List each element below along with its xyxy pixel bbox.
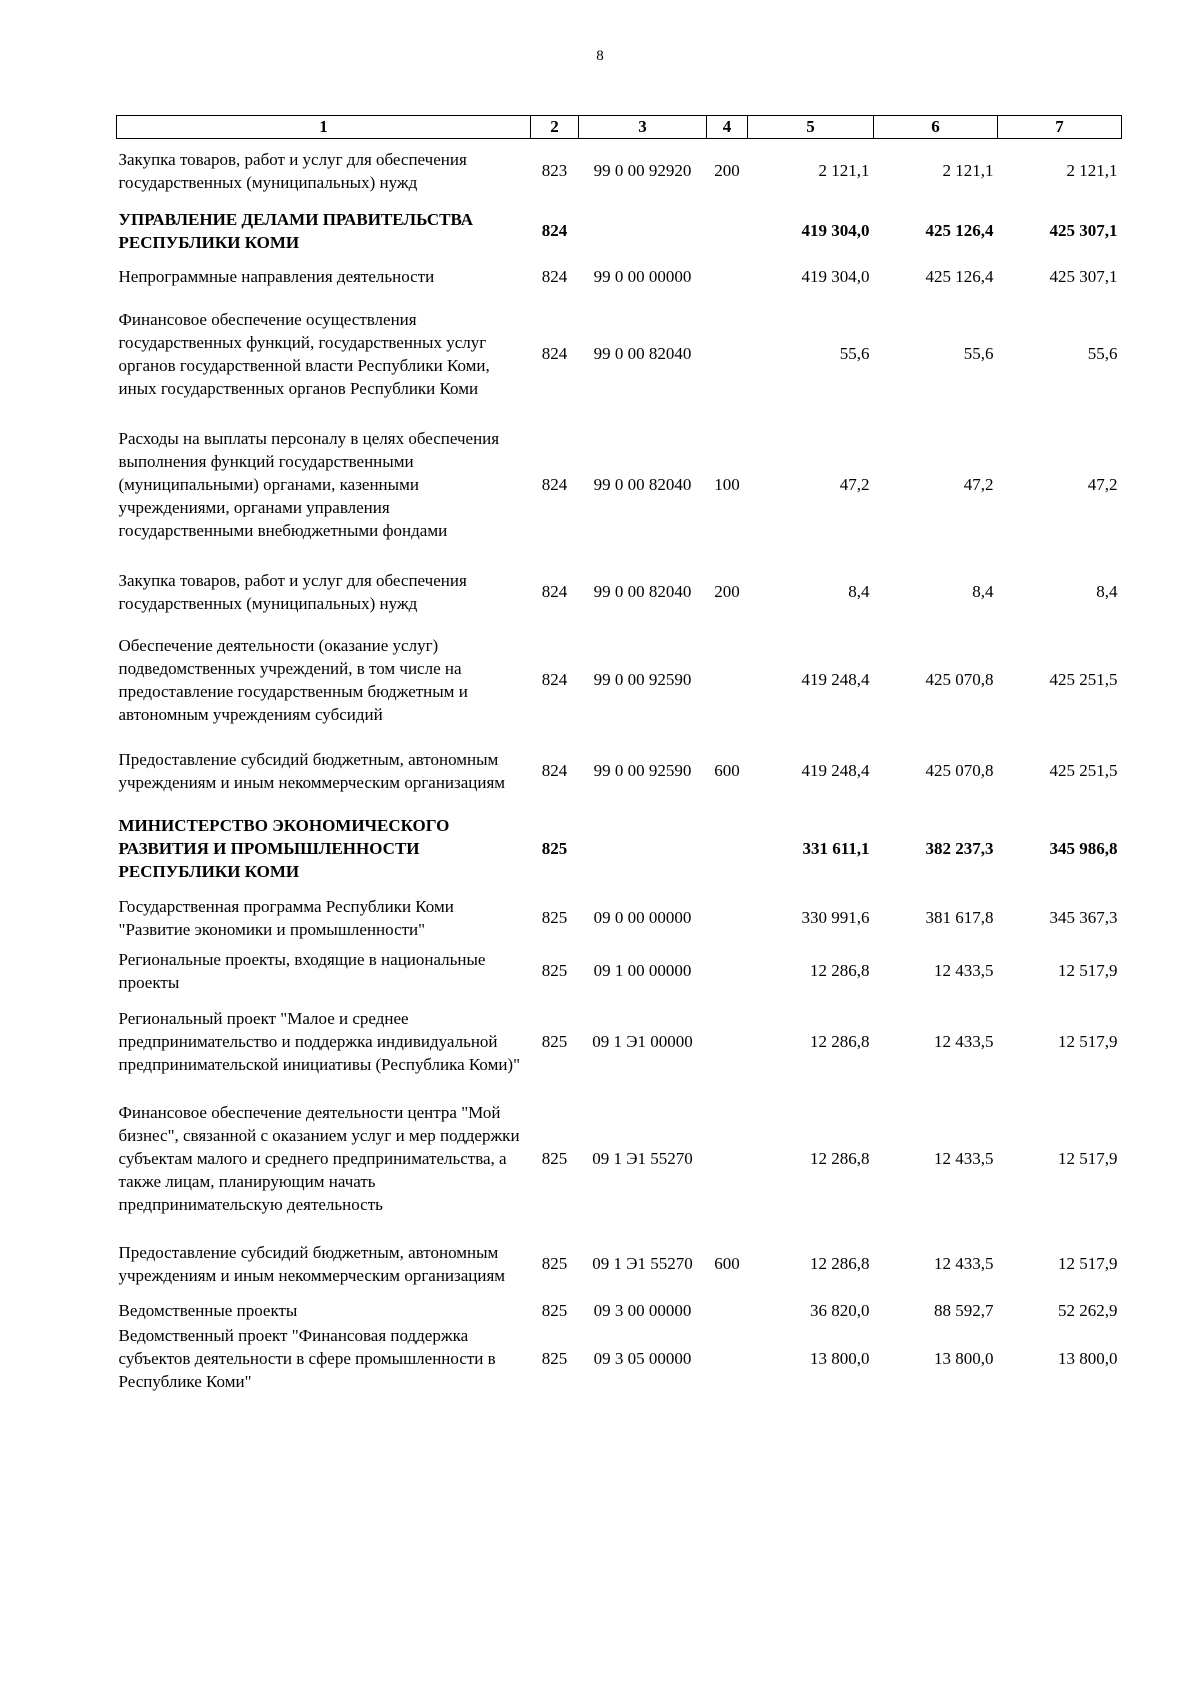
row-org-code: 825	[541, 961, 568, 980]
row-expense-type	[707, 259, 748, 295]
row-value-year1: 47,2	[839, 475, 870, 494]
row-value-year3: 2 121,1	[1066, 161, 1118, 181]
row-name: Расходы на выплаты персоналу в целях обеспечения выполнения функций государственными (муниципальными) органами, казенными учреждениями, органами управления государственными внебюджетными фондами	[118, 429, 500, 540]
row-value-year1: 12 286,8	[810, 1254, 870, 1273]
row-value-year2: 55,6	[963, 344, 994, 363]
row-value-year1: 8,4	[848, 582, 870, 601]
table-row	[117, 139, 1122, 203]
table-row	[117, 413, 1122, 557]
row-org-code: 824	[541, 344, 568, 363]
row-target-code: 09 1 00 00000	[593, 961, 692, 980]
budget-table	[116, 115, 1122, 1395]
row-expense-type: 200	[714, 161, 740, 181]
row-value-year2: 381 617,8	[925, 908, 994, 927]
row-name: Предоставление субсидий бюджетным, автономным учреждениям и иным некоммерческим организациям	[118, 749, 506, 792]
row-target-code: 99 0 00 82040	[593, 344, 692, 363]
row-value-year1: 419 304,0	[801, 221, 870, 240]
table-row	[117, 809, 1122, 889]
row-value-year2: 12 433,5	[934, 961, 994, 980]
row-target-code: 09 1 Э1 55270	[592, 1149, 693, 1168]
row-expense-type	[707, 1323, 748, 1395]
table-row	[117, 1323, 1122, 1395]
row-value-year2: 8,4	[972, 582, 994, 601]
table-row	[117, 889, 1122, 947]
row-value-year2: 425 126,4	[925, 267, 994, 286]
row-org-code: 825	[541, 1149, 568, 1168]
row-expense-type: 600	[714, 761, 740, 780]
row-org-code: 824	[541, 761, 568, 780]
row-name: Государственная программа Республики Коми "Развитие экономики и промышленности"	[118, 896, 454, 939]
row-name: Закупка товаров, работ и услуг для обеспечения государственных (муниципальных) нужд	[118, 149, 467, 192]
row-name: УПРАВЛЕНИЕ ДЕЛАМИ ПРАВИТЕЛЬСТВА РЕСПУБЛИКИ КОМИ	[118, 209, 474, 252]
column-header: 1	[117, 116, 531, 139]
row-expense-type: 200	[714, 582, 740, 601]
row-value-year2: 12 433,5	[934, 1254, 994, 1273]
row-value-year3: 425 251,5	[1049, 670, 1118, 689]
table-row	[117, 733, 1122, 809]
row-value-year2: 13 800,0	[934, 1349, 994, 1368]
column-header: 7	[998, 116, 1122, 139]
row-value-year3: 425 251,5	[1049, 761, 1118, 780]
table-row	[117, 203, 1122, 259]
row-org-code: 825	[541, 1254, 568, 1273]
row-value-year2: 47,2	[963, 475, 994, 494]
row-expense-type: 100	[714, 475, 740, 494]
row-expense-type	[707, 1299, 748, 1323]
row-target-code: 99 0 00 92590	[593, 761, 692, 780]
row-org-code: 825	[541, 1301, 568, 1320]
row-value-year3: 12 517,9	[1058, 1149, 1118, 1168]
row-expense-type	[707, 203, 748, 259]
row-value-year3: 13 800,0	[1058, 1349, 1118, 1368]
row-name: Региональный проект "Малое и среднее предпринимательство и поддержка индивидуальной предпринимательской инициативы (Республика Коми)"	[118, 1009, 521, 1074]
row-value-year3: 12 517,9	[1058, 1032, 1118, 1051]
row-name: Ведомственные проекты	[118, 1301, 298, 1320]
row-target-code: 09 3 00 00000	[593, 1301, 692, 1320]
table-body	[117, 139, 1122, 1395]
table-row	[117, 1089, 1122, 1229]
row-value-year3: 47,2	[1087, 475, 1118, 494]
row-value-year2: 425 070,8	[925, 761, 994, 780]
row-value-year3: 425 307,1	[1049, 267, 1118, 286]
row-value-year2: 425 126,4	[925, 221, 994, 240]
row-value-year3: 12 517,9	[1058, 961, 1118, 980]
row-value-year1: 331 611,1	[802, 839, 870, 858]
row-value-year1: 12 286,8	[810, 1149, 870, 1168]
row-org-code: 825	[541, 1349, 568, 1368]
row-value-year2: 12 433,5	[934, 1032, 994, 1051]
row-org-code: 823	[541, 161, 568, 181]
row-org-code: 825	[541, 1032, 568, 1051]
row-target-code: 99 0 00 82040	[593, 475, 692, 494]
row-org-code: 825	[541, 908, 568, 927]
row-value-year2: 2 121,1	[942, 161, 994, 181]
row-value-year3: 12 517,9	[1058, 1254, 1118, 1273]
row-value-year2: 425 070,8	[925, 670, 994, 689]
row-value-year1: 55,6	[839, 344, 870, 363]
row-value-year1: 2 121,1	[818, 161, 870, 181]
row-name: Финансовое обеспечение деятельности центра "Мой бизнес", связанной с оказанием услуг и мер поддержки субъектам малого и среднего предпринимательства, а также лицам, планирующим начать предпринимательскую деятельность	[118, 1103, 520, 1214]
row-expense-type	[707, 947, 748, 995]
table-row	[117, 295, 1122, 413]
row-target-code: 09 0 00 00000	[593, 908, 692, 927]
row-value-year3: 52 262,9	[1058, 1301, 1118, 1320]
row-expense-type: 600	[714, 1254, 740, 1273]
row-name: Предоставление субсидий бюджетным, автономным учреждениям и иным некоммерческим организациям	[118, 1242, 506, 1285]
row-target-code: 99 0 00 00000	[593, 267, 692, 286]
row-value-year1: 419 248,4	[801, 761, 870, 780]
row-expense-type	[707, 627, 748, 733]
table-row	[117, 947, 1122, 995]
column-header: 6	[874, 116, 998, 139]
row-expense-type	[707, 295, 748, 413]
column-header: 4	[707, 116, 748, 139]
table-row	[117, 557, 1122, 627]
table-row	[117, 1229, 1122, 1299]
row-target-code: 09 3 05 00000	[593, 1349, 692, 1368]
row-target-code: 09 1 Э1 00000	[592, 1032, 693, 1051]
row-value-year2: 12 433,5	[934, 1149, 994, 1168]
row-value-year3: 345 367,3	[1049, 908, 1118, 927]
row-target-code	[579, 203, 707, 259]
row-target-code: 99 0 00 92920	[593, 161, 692, 181]
row-expense-type	[707, 889, 748, 947]
row-org-code: 824	[541, 582, 568, 601]
row-name: Региональные проекты, входящие в национальные проекты	[118, 949, 486, 992]
row-target-code	[579, 809, 707, 889]
row-value-year2: 382 237,3	[925, 839, 994, 858]
row-value-year1: 419 248,4	[801, 670, 870, 689]
column-header: 2	[531, 116, 579, 139]
row-org-code: 824	[541, 267, 568, 286]
row-name: МИНИСТЕРСТВО ЭКОНОМИЧЕСКОГО РАЗВИТИЯ И ПРОМЫШЛЕННОСТИ РЕСПУБЛИКИ КОМИ	[118, 816, 450, 881]
column-header: 3	[579, 116, 707, 139]
row-value-year1: 419 304,0	[801, 267, 870, 286]
page-number: 8	[596, 48, 604, 64]
row-value-year1: 36 820,0	[810, 1301, 870, 1320]
row-expense-type	[707, 809, 748, 889]
row-value-year3: 425 307,1	[1049, 221, 1118, 240]
row-value-year3: 55,6	[1087, 344, 1118, 363]
row-value-year1: 12 286,8	[810, 961, 870, 980]
row-org-code: 824	[541, 221, 568, 240]
row-expense-type	[707, 1089, 748, 1229]
header-row	[117, 116, 1122, 139]
table-row	[117, 627, 1122, 733]
row-name: Ведомственный проект "Финансовая поддержка субъектов деятельности в сфере промышленности в Республике Коми"	[118, 1326, 496, 1391]
row-value-year3: 345 986,8	[1049, 839, 1118, 858]
table-row	[117, 995, 1122, 1089]
row-value-year1: 12 286,8	[810, 1032, 870, 1051]
table-row	[117, 259, 1122, 295]
row-name: Финансовое обеспечение осуществления государственных функций, государственных услуг органов государственной власти Республики Коми, иных государственных органов Республики Коми	[118, 309, 490, 398]
row-value-year1: 13 800,0	[810, 1349, 870, 1368]
row-value-year2: 88 592,7	[934, 1301, 994, 1320]
row-org-code: 824	[541, 475, 568, 494]
row-target-code: 09 1 Э1 55270	[592, 1254, 693, 1273]
row-target-code: 99 0 00 82040	[593, 582, 692, 601]
row-org-code: 824	[541, 670, 568, 689]
table-header	[117, 116, 1122, 139]
column-header: 5	[748, 116, 874, 139]
row-name: Обеспечение деятельности (оказание услуг) подведомственных учреждений, в том числе на предоставление государственным бюджетным и автономным учреждениям субсидий	[118, 635, 468, 724]
row-name: Закупка товаров, работ и услуг для обеспечения государственных (муниципальных) нужд	[118, 570, 467, 613]
table-row	[117, 1299, 1122, 1323]
row-name: Непрограммные направления деятельности	[118, 267, 435, 286]
row-target-code: 99 0 00 92590	[593, 670, 692, 689]
row-org-code: 825	[541, 839, 568, 858]
row-value-year1: 330 991,6	[801, 908, 870, 927]
row-expense-type	[707, 995, 748, 1089]
row-value-year3: 8,4	[1096, 582, 1118, 601]
